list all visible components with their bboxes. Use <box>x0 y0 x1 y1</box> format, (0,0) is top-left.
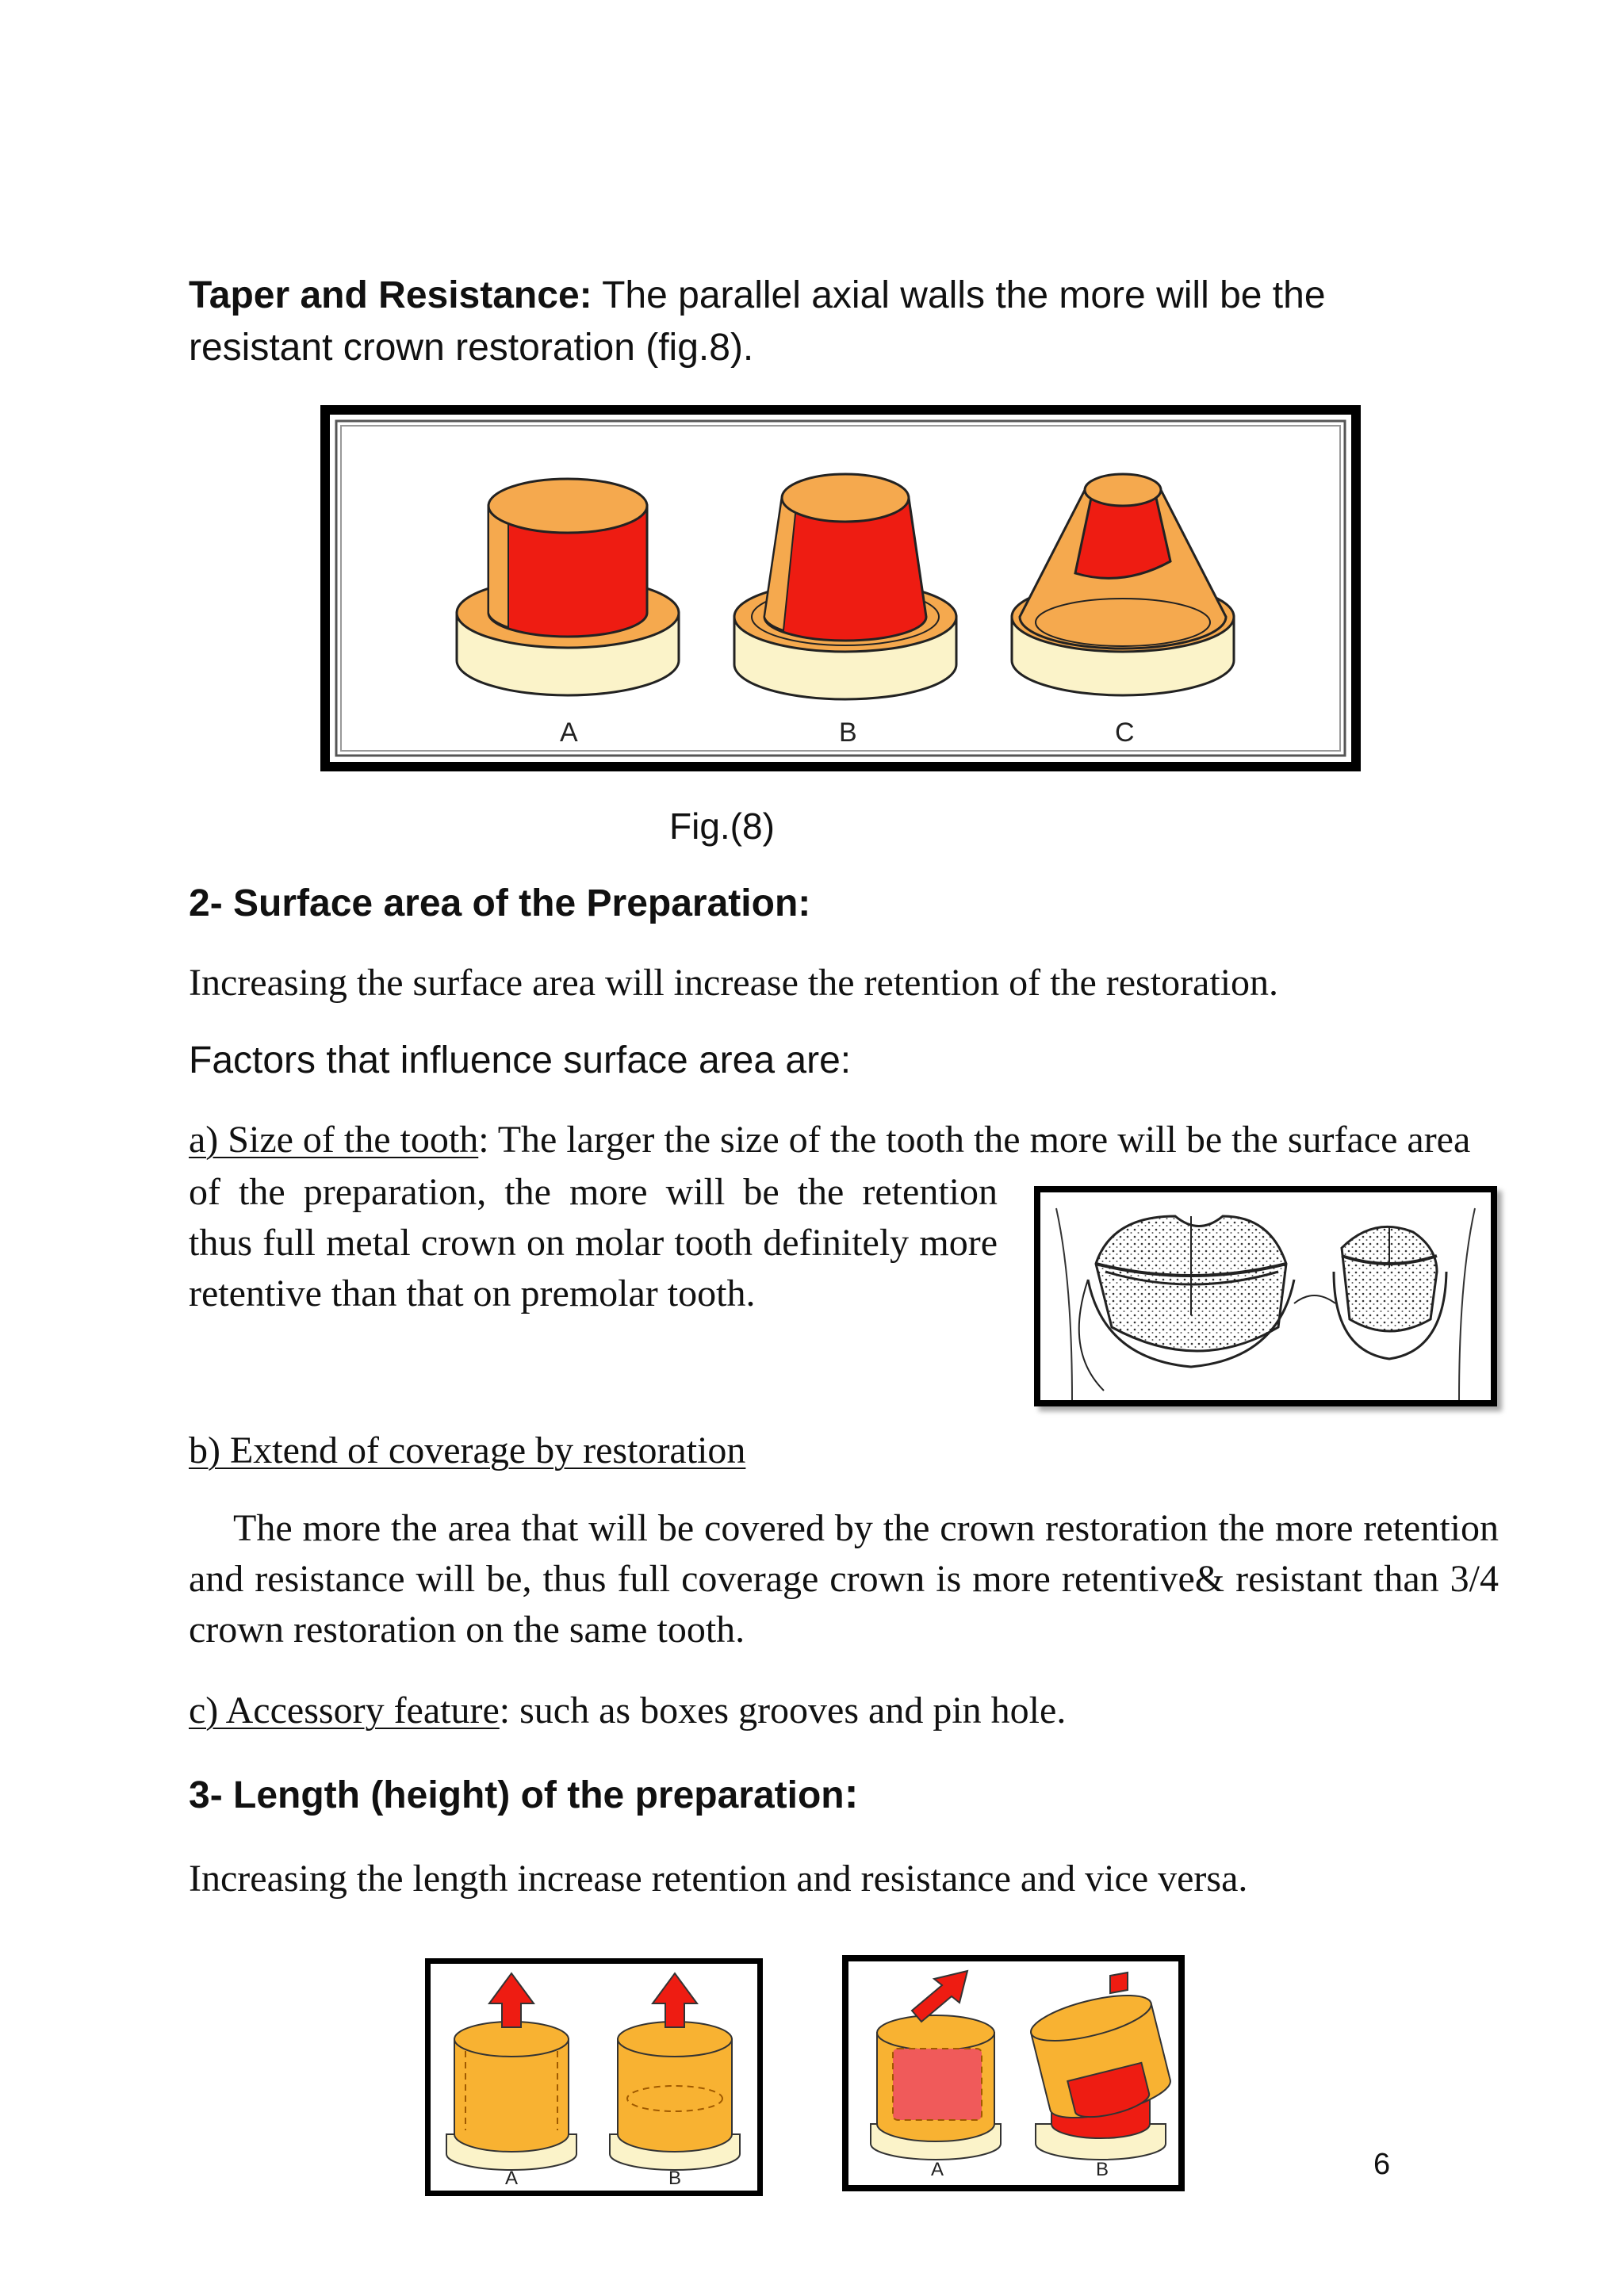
factor-c-label: c) Accessory feature <box>189 1689 500 1732</box>
factor-a-first-line <box>189 1116 1497 1164</box>
figure-8-caption: Fig.(8) <box>669 806 775 847</box>
figure-8-label-a: A <box>560 718 578 748</box>
figure-8-label-b: B <box>839 718 857 748</box>
fig-resistance-label-a: A <box>931 2159 944 2180</box>
figure-8-label-c: C <box>1115 718 1135 748</box>
factors-heading: Factors that influence surface area are: <box>189 1039 852 1081</box>
figure-8 <box>320 405 1361 771</box>
fig-length-label-b: B <box>668 2168 682 2189</box>
factor-a-text-line1: : The larger the size of the tooth the more will be the surface area <box>478 1119 1471 1161</box>
taper-text: The parallel axial walls the more will be the resistant crown restoration (fig.8). <box>189 274 1326 369</box>
factor-c-line <box>189 1687 1066 1735</box>
figure-length-retention-illustration <box>431 1964 757 2191</box>
page-number: 6 <box>1373 2148 1391 2181</box>
fig-length-label-a: A <box>505 2168 519 2189</box>
section-3-heading-colon: : <box>844 1770 859 1817</box>
figure-length-retention <box>425 1958 763 2196</box>
section-3-heading <box>189 1770 859 1820</box>
molar-figure <box>1034 1186 1497 1406</box>
factor-a-continuation: of the preparation, the more will be the retention thus full metal crown on molar tooth definitely more retentive than that on premolar tooth. <box>189 1171 998 1314</box>
factor-c-text: : such as boxes grooves and pin hole. <box>499 1689 1067 1732</box>
factor-b-label: b) Extend of coverage by restoration <box>189 1429 746 1471</box>
fig-resistance-label-b: B <box>1096 2159 1109 2180</box>
section-3-text: Increasing the length increase retention and resistance and vice versa. <box>189 1858 1248 1900</box>
figure-length-resistance-illustration <box>848 1961 1178 2185</box>
figure-length-resistance <box>842 1955 1185 2191</box>
factor-b-paragraph: The more the area that will be covered by the crown restoration the more retention and resistance will be, thus full coverage crown is more retentive& resistant than 3/4 crown restoration on the same tooth. <box>189 1507 1499 1651</box>
die-a <box>457 479 679 695</box>
section-2-heading: 2- Surface area of the Preparation: <box>189 882 811 924</box>
figure-8-illustration <box>330 415 1351 762</box>
taper-paragraph <box>189 270 1426 374</box>
section-2-intro: Increasing the surface area will increase the retention of the restoration. <box>189 962 1279 1004</box>
section-3-heading-text: 3- Length (height) of the preparation <box>189 1774 845 1816</box>
taper-heading: Taper and Resistance: <box>189 274 592 316</box>
factor-a-label: a) Size of the tooth <box>189 1119 479 1161</box>
molar-illustration <box>1040 1192 1491 1400</box>
